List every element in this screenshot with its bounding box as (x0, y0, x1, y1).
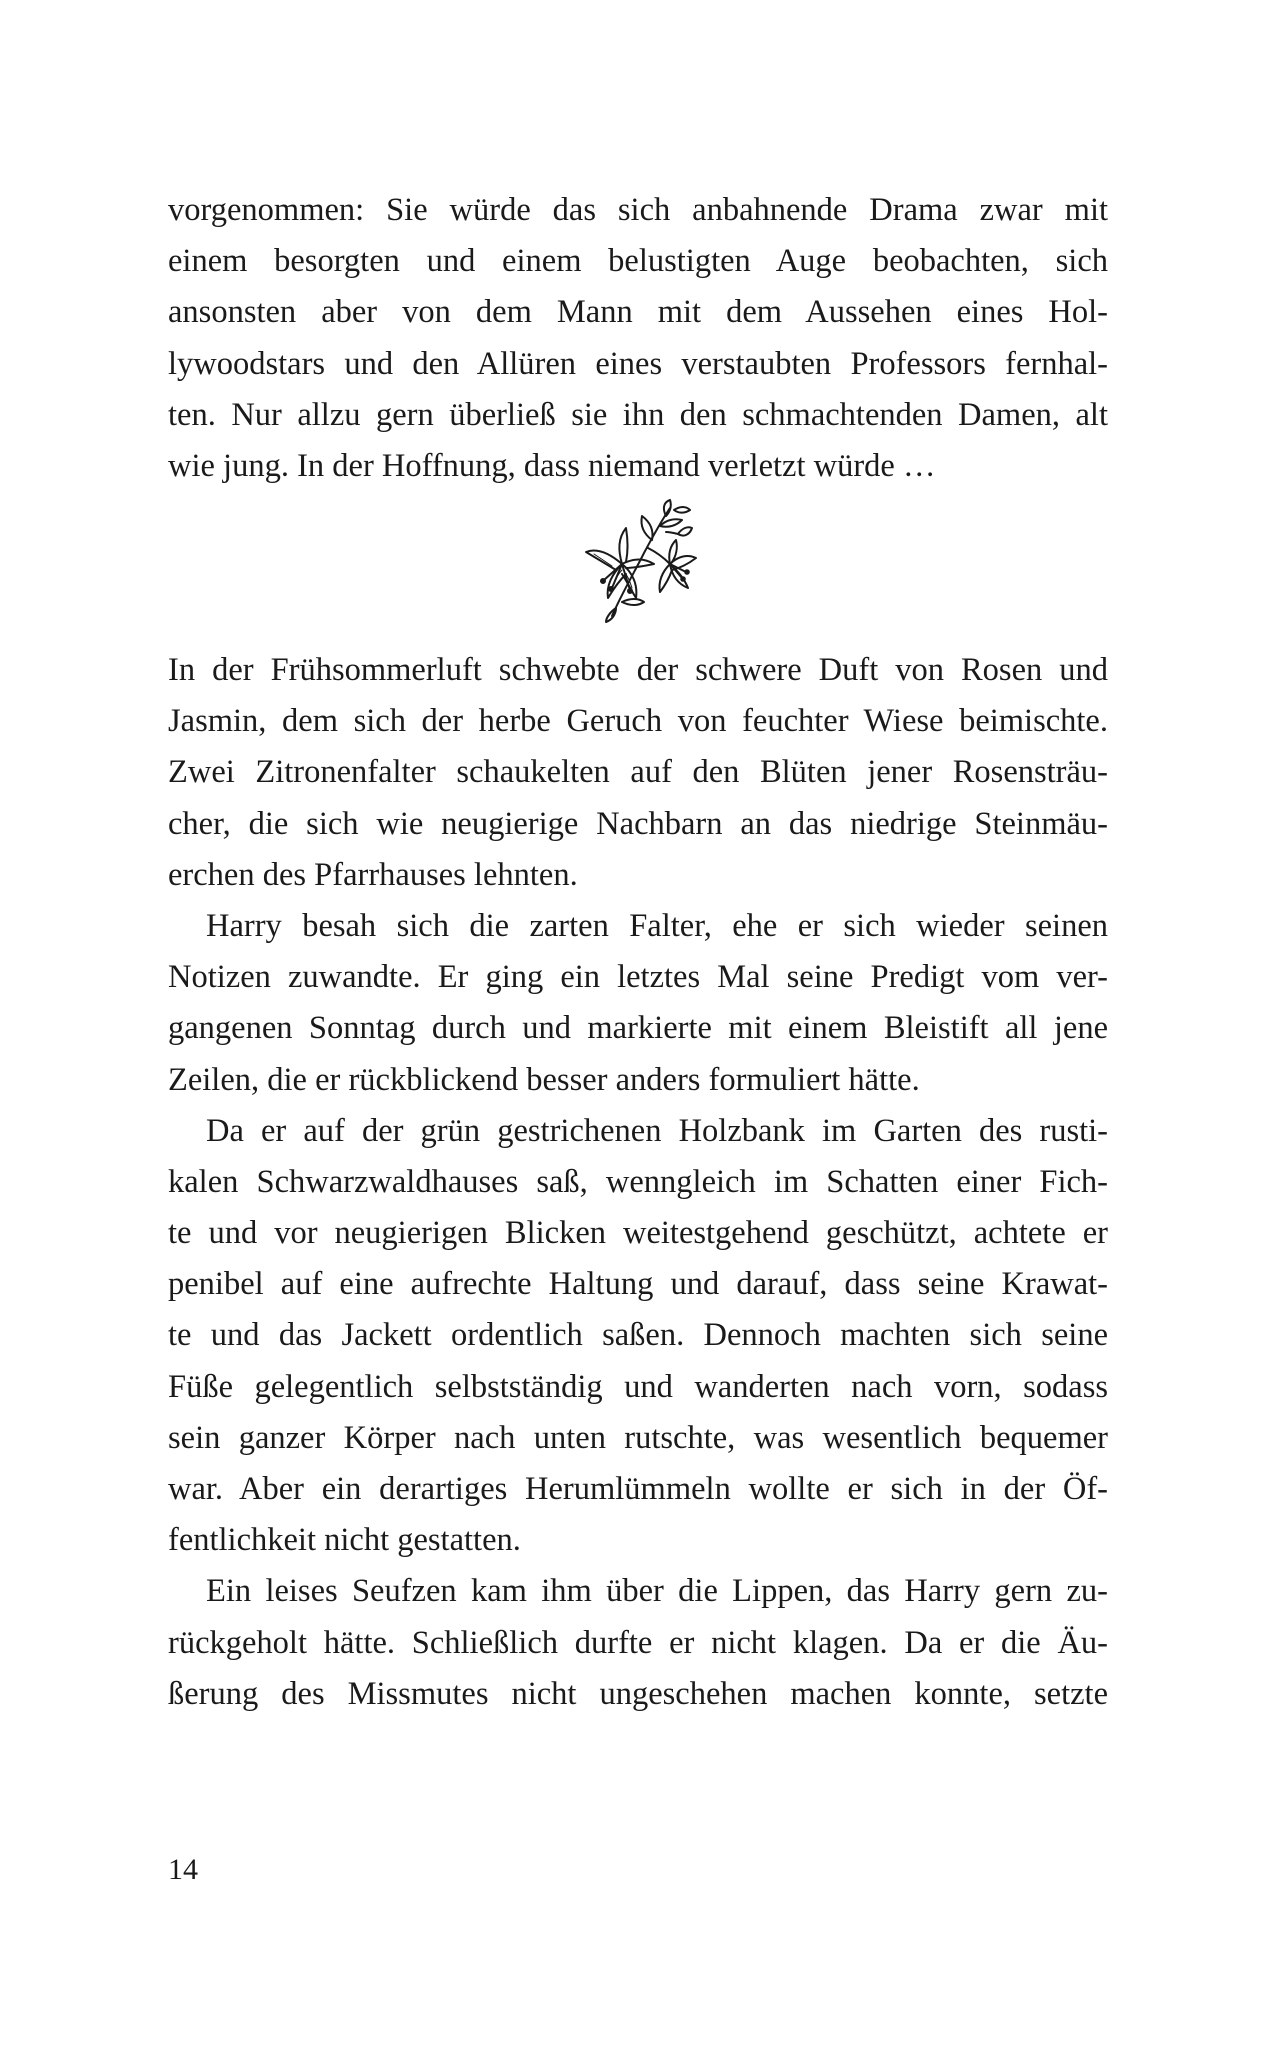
text-line: Jasmin, dem sich der herbe Geruch von feuchter Wiese beimischte. (168, 703, 1108, 740)
text-line: Da er auf der grün gestrichenen Holzbank im Garten des rusti- (206, 1112, 1108, 1149)
text-line: Zwei Zitronenfalter schaukelten auf den Blüten jener Rosensträu- (168, 754, 1108, 791)
text-line: Ein leises Seufzen kam ihm über die Lippen, das Harry gern zu- (206, 1573, 1108, 1610)
text-line: Notizen zuwandte. Er ging ein letztes Mal seine Predigt vom ver- (168, 959, 1108, 996)
text-line: ansonsten aber von dem Mann mit dem Aussehen eines Hol- (168, 294, 1108, 331)
text-line: war. Aber ein derartiges Herumlümmeln wollte er sich in der Öf- (168, 1471, 1108, 1507)
text-line: Zeilen, die er rückblickend besser anders formuliert hätte. (168, 1061, 920, 1098)
body-text (168, 645, 1108, 1720)
text-line: gangenen Sonntag durch und markierte mit einem Bleistift all jene (168, 1010, 1108, 1047)
text-line: vorgenommen: Sie würde das sich anbahnende Drama zwar mit (168, 192, 1108, 228)
text-line: wie jung. In der Hoffnung, dass niemand verletzt würde … (168, 447, 936, 484)
text-line: Harry besah sich die zarten Falter, ehe er sich wieder seinen (206, 907, 1108, 944)
text-line: erchen des Pfarrhauses lehnten. (168, 856, 578, 893)
page-number: 14 (168, 1853, 198, 1886)
text-line: ßerung des Missmutes nicht ungeschehen machen konnte, setzte (168, 1675, 1108, 1712)
text-line: penibel auf eine aufrechte Haltung und darauf, dass seine Krawat- (168, 1266, 1108, 1303)
text-line: ten. Nur allzu gern überließ sie ihn den schmachtenden Damen, alt (168, 396, 1108, 433)
lily-flower-icon (582, 498, 700, 624)
text-line: te und das Jackett ordentlich saßen. Dennoch machten sich seine (168, 1317, 1108, 1354)
top-paragraph (168, 185, 1108, 492)
text-line: kalen Schwarzwaldhauses saß, wenngleich im Schatten einer Fich- (168, 1163, 1108, 1200)
text-line: fentlichkeit nicht gestatten. (168, 1522, 521, 1559)
text-line: lywoodstars und den Allüren eines verstaubten Professors fernhal- (168, 345, 1108, 382)
text-line: rückgeholt hätte. Schließlich durfte er nicht klagen. Da er die Äu- (168, 1624, 1108, 1661)
text-line: sein ganzer Körper nach unten rutschte, was wesentlich bequemer (168, 1419, 1108, 1456)
text-line: cher, die sich wie neugierige Nachbarn an das niedrige Steinmäu- (168, 805, 1108, 842)
text-line: In der Frühsommerluft schwebte der schwere Duft von Rosen und (168, 652, 1108, 688)
text-line: te und vor neugierigen Blicken weitestgehend geschützt, achtete er (168, 1215, 1108, 1252)
text-line: einem besorgten und einem belustigten Auge beobachten, sich (168, 243, 1108, 280)
text-line: Füße gelegentlich selbstständig und wanderten nach vorn, sodass (168, 1368, 1108, 1405)
